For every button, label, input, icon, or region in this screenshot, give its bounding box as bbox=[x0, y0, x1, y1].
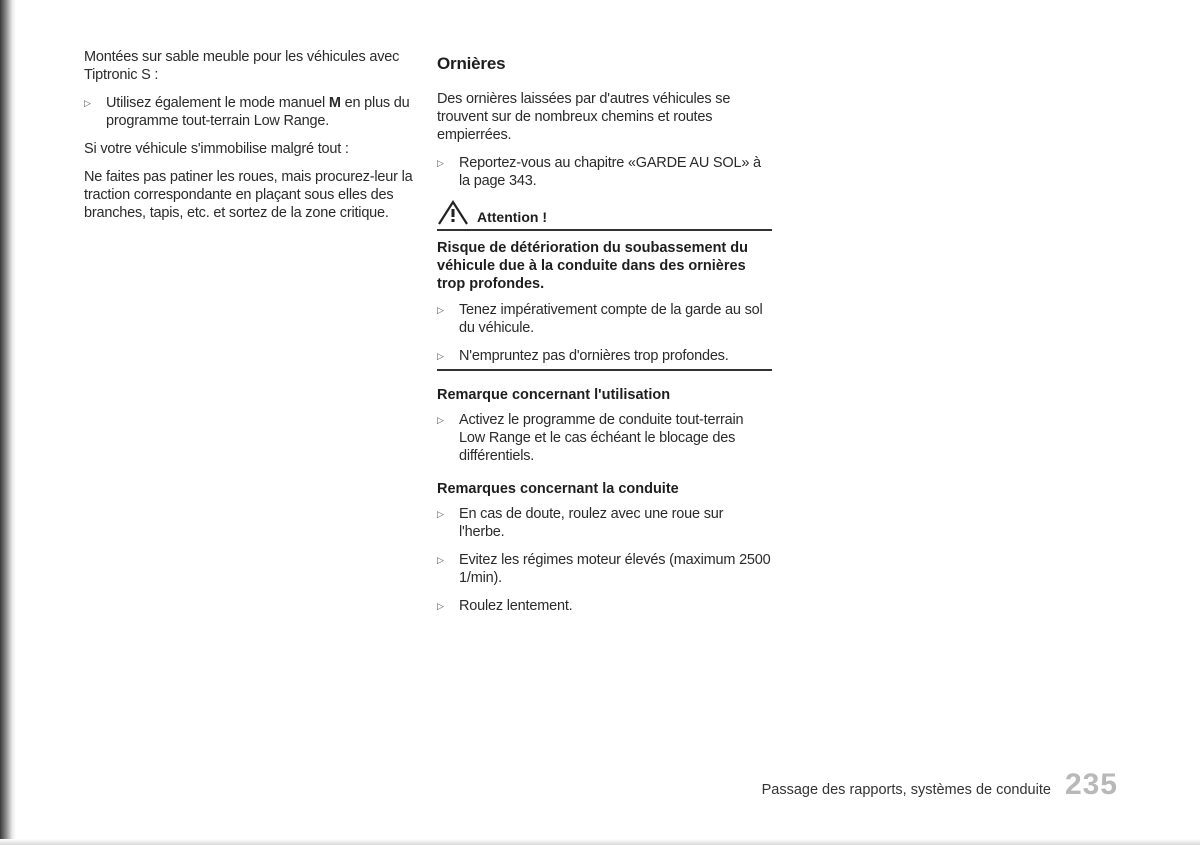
triangle-right-icon: ▷ bbox=[437, 305, 444, 315]
triangle-right-icon: ▷ bbox=[84, 98, 91, 108]
subsection-title: Remarques concernant la conduite bbox=[437, 481, 679, 497]
triangle-right-icon: ▷ bbox=[437, 158, 444, 168]
list-item-text: N'empruntez pas d'ornières trop profondes. bbox=[459, 348, 729, 364]
list-item-text: Roulez lentement. bbox=[459, 598, 573, 614]
triangle-right-icon: ▷ bbox=[437, 415, 444, 425]
list-item-text: Activez le programme de conduite tout-terrain Low Range et le cas échéant le blocage des différentiels. bbox=[459, 412, 744, 464]
paragraph: Si votre véhicule s'immobilise malgré tout : bbox=[84, 141, 349, 157]
list-item-text: Reportez-vous au chapitre «GARDE AU SOL» à la page 343. bbox=[459, 155, 761, 189]
list-item bbox=[437, 154, 772, 190]
list-item-text: En cas de doute, roulez avec une roue sur l'herbe. bbox=[459, 506, 724, 540]
list-item bbox=[437, 347, 772, 365]
list-item bbox=[437, 551, 772, 587]
list-item bbox=[437, 301, 772, 337]
list-item bbox=[84, 94, 419, 130]
list-item-text: Evitez les régimes moteur élevés (maximum 2500 1/min). bbox=[459, 552, 771, 586]
warning-label: Attention ! bbox=[477, 209, 547, 225]
paragraph: Ne faites pas patiner les roues, mais procurez-leur la traction correspondante en plaçant sous elles des branches, tapis, etc. et sortez de la zone critique. bbox=[84, 169, 413, 221]
list-item bbox=[437, 597, 772, 615]
triangle-right-icon: ▷ bbox=[437, 509, 444, 519]
intro-text: Montées sur sable meuble pour les véhicules avec Tiptronic S : bbox=[84, 49, 400, 83]
page-number: 235 bbox=[1064, 768, 1118, 801]
list-item-text: Utilisez également le mode manuel M en plus du programme tout-terrain Low Range. bbox=[106, 95, 410, 129]
right-column bbox=[437, 54, 772, 625]
warning-header bbox=[437, 200, 772, 231]
warning-message: Risque de détérioration du soubassement du véhicule due à la conduite dans des ornières trop profondes. bbox=[437, 240, 748, 292]
subsection-title: Remarque concernant l'utilisation bbox=[437, 387, 671, 403]
paragraph: Des ornières laissées par d'autres véhicules se trouvent sur de nombreux chemins et routes empierrées. bbox=[437, 91, 731, 143]
chapter-title: Passage des rapports, systèmes de conduite bbox=[761, 782, 1051, 798]
left-column bbox=[84, 48, 419, 222]
list-item bbox=[437, 505, 772, 541]
page-binding-edge bbox=[0, 0, 16, 845]
triangle-right-icon: ▷ bbox=[437, 601, 444, 611]
warning-divider bbox=[437, 369, 772, 371]
warning-triangle-icon bbox=[437, 200, 471, 226]
list-item-text: Tenez impérativement compte de la garde au sol du véhicule. bbox=[459, 302, 763, 336]
page-bottom-edge bbox=[0, 839, 1200, 845]
triangle-right-icon: ▷ bbox=[437, 555, 444, 565]
triangle-right-icon: ▷ bbox=[437, 351, 444, 361]
section-title: Ornières bbox=[437, 54, 506, 73]
page-footer bbox=[762, 768, 1118, 802]
list-item bbox=[437, 411, 772, 465]
